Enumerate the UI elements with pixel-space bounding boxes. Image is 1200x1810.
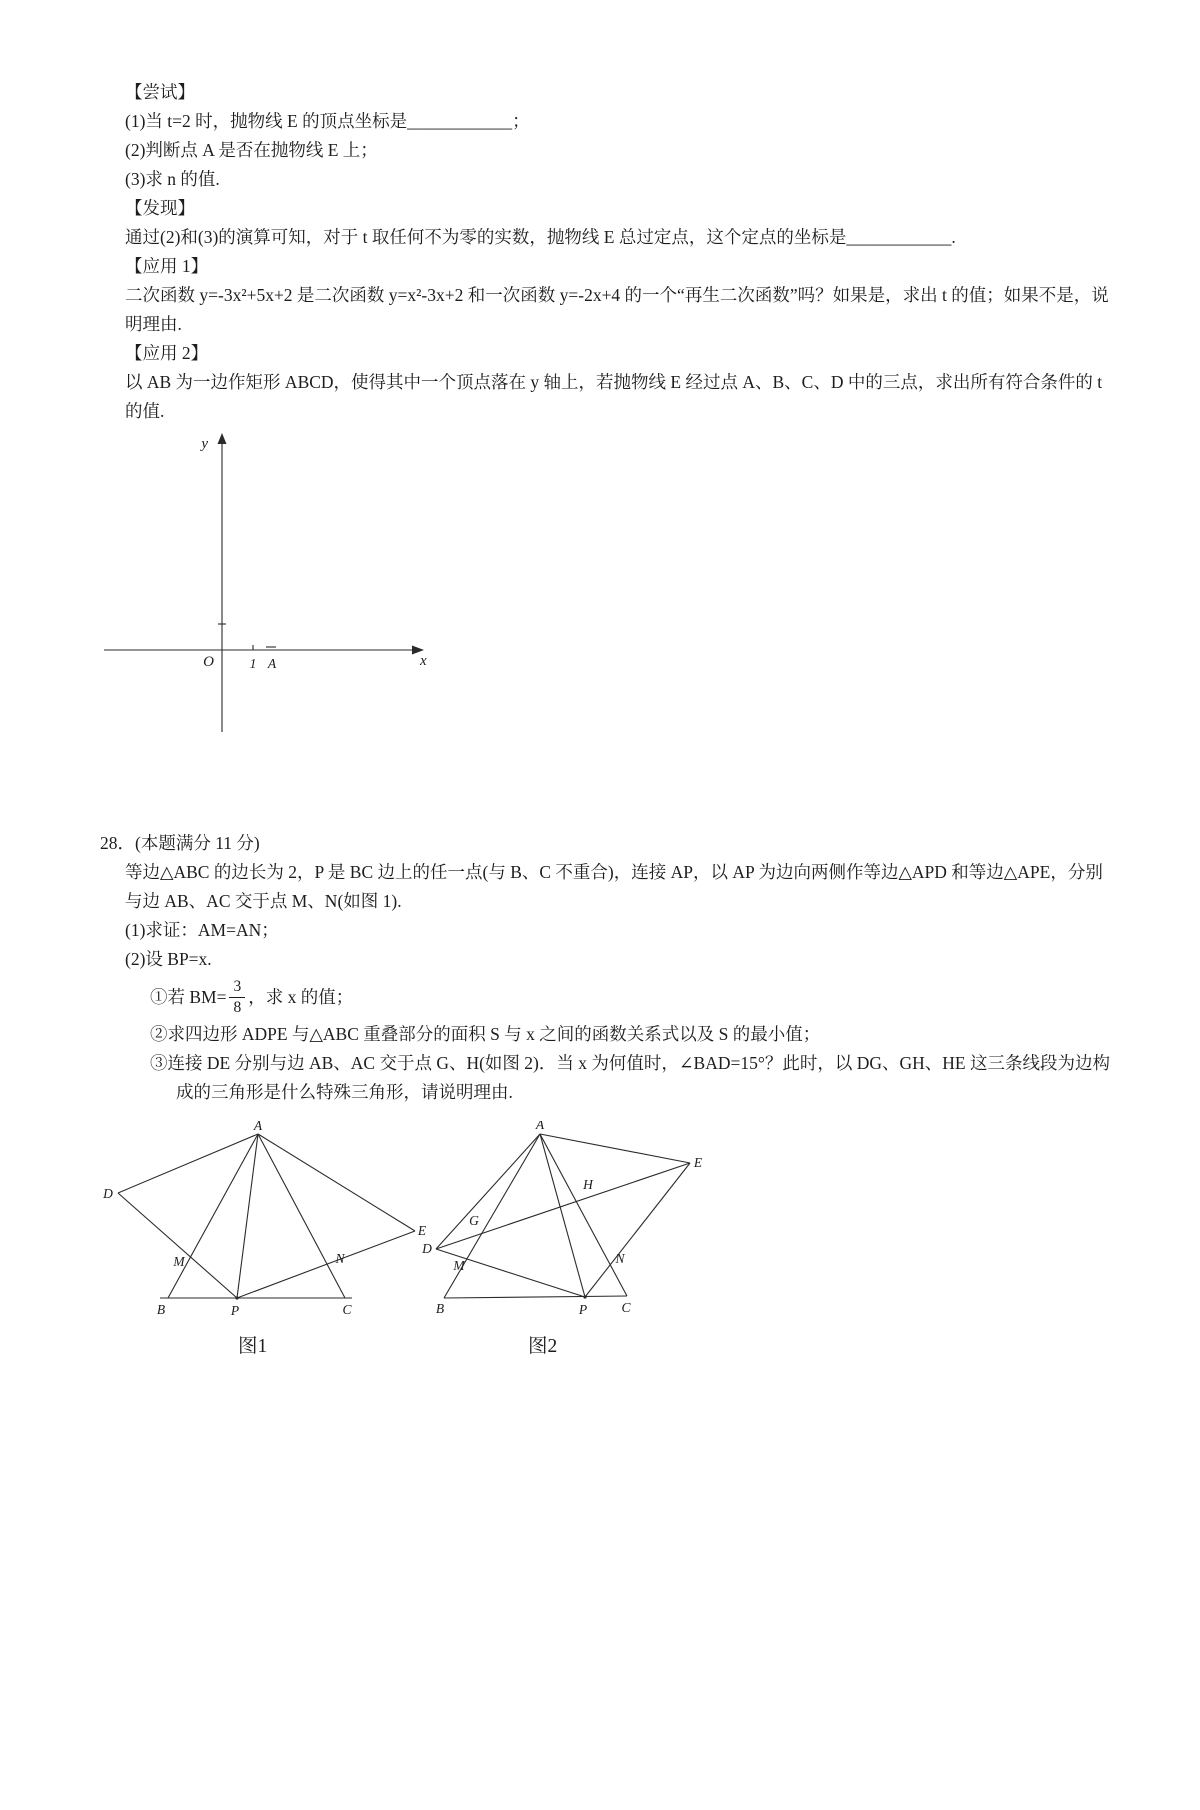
point-a-label: A: [267, 656, 277, 671]
discover-body: 通过(2)和(3)的演算可知，对于 t 取任何不为零的实数，抛物线 E 总过定点，这个定点的坐标是____________.: [125, 227, 956, 247]
fraction-three-eighths: [229, 978, 245, 1017]
fig2-line-ba: [444, 1134, 540, 1298]
question-28-part1: (1)求证：AM=AN；: [125, 920, 279, 940]
y-axis-label: y: [201, 436, 208, 452]
question-28-sub2: ②求四边形 ADPE 与△ABC 重叠部分的面积 S 与 x 之间的函数关系式以及 S 的最小值；: [150, 1024, 821, 1044]
fig2-label-n: N: [615, 1251, 625, 1266]
question-28-sub1: [150, 974, 1112, 1020]
fig2-label-m: M: [453, 1258, 465, 1273]
apply2-body: 以 AB 为一边作矩形 ABCD，使得其中一个顶点落在 y 轴上，若抛物线 E 经过点 A、B、C、D 中的三点，求出所有符合条件的 t 的值.: [125, 372, 1103, 421]
fig2-line-pe: [585, 1163, 690, 1297]
fig2-label-c: C: [621, 1300, 631, 1315]
fig1-line-ae: [258, 1134, 415, 1231]
sub1-suffix: ，求 x 的值；: [248, 986, 354, 1007]
axes-lines: [104, 433, 424, 732]
figure-1-lines: [118, 1134, 415, 1298]
tick-1-label: 1: [249, 656, 257, 671]
section-try-heading: 【尝试】: [125, 82, 195, 102]
figure-1-svg: [100, 1121, 430, 1321]
section-discover-heading: 【发现】: [125, 198, 195, 218]
fig1-label-n: N: [335, 1251, 345, 1266]
fig2-label-a: A: [535, 1121, 545, 1132]
fig1-line-ap: [237, 1134, 258, 1298]
x-axis-label: x: [420, 653, 427, 669]
y-axis-arrow: [218, 433, 227, 444]
fraction-denominator: 8: [233, 998, 242, 1016]
try-item-3: (3)求 n 的值.: [125, 169, 220, 189]
fig2-line-ae: [540, 1134, 690, 1163]
fig1-line-ad: [118, 1134, 258, 1193]
sub1-prefix: ①若 BM=: [150, 986, 227, 1007]
fig1-label-c: C: [342, 1302, 352, 1317]
section-apply1-heading: 【应用 1】: [125, 256, 209, 276]
question-28-intro: 等边△ABC 的边长为 2，P 是 BC 边上的任一点(与 B、C 不重合)，连接 AP，以 AP 为边向两侧作等边△APD 和等边△APE，分别与边 AB、AC 交于点 M、N(如图 1).: [125, 862, 1103, 911]
fig1-label-d: D: [103, 1186, 113, 1201]
question-28-part2: (2)设 BP=x.: [125, 949, 212, 969]
fig1-line-pe: [237, 1231, 415, 1298]
try-item-1: (1)当 t=2 时，抛物线 E 的顶点坐标是____________；: [125, 111, 530, 131]
figure-1-caption: 图1: [238, 1336, 268, 1357]
fig1-label-p: P: [230, 1303, 240, 1318]
fig1-label-e: E: [417, 1223, 427, 1238]
fig2-line-ap: [540, 1134, 585, 1297]
fig2-label-b: B: [435, 1301, 445, 1316]
question-28-number: 28．(本题满分 11 分): [100, 833, 260, 853]
try-item-2: (2)判断点 A 是否在抛物线 E 上；: [125, 140, 378, 160]
fig2-point-p-dot: [583, 1295, 586, 1298]
question-28-sub3: ③连接 DE 分别与边 AB、AC 交于点 G、H(如图 2)．当 x 为何值时，∠BAD=15°？此时，以 DG、GH、HE 这三条线段为边构成的三角形是什么特殊三角形，请说明理由.: [150, 1053, 1110, 1102]
coordinate-plane-svg: [100, 430, 440, 745]
fig2-line-bc: [444, 1296, 627, 1298]
fig2-line-ca: [540, 1134, 627, 1296]
fig1-point-p-dot: [235, 1296, 238, 1299]
section-apply2-heading: 【应用 2】: [125, 343, 209, 363]
fraction-numerator: 3: [229, 978, 245, 998]
fig1-line-dp: [118, 1193, 237, 1298]
fig2-label-p: P: [578, 1302, 588, 1317]
apply1-body: 二次函数 y=-3x²+5x+2 是二次函数 y=x²-3x+2 和一次函数 y=-2x+4 的一个“再生二次函数”吗？如果是，求出 t 的值；如果不是，说明理由.: [125, 285, 1109, 334]
figure-2-caption: 图2: [528, 1336, 558, 1357]
fig1-label-b: B: [156, 1302, 166, 1317]
figure-captions: [100, 1332, 1112, 1372]
fig1-line-ba: [168, 1134, 258, 1298]
origin-label: O: [203, 654, 214, 670]
fig2-label-d: D: [422, 1241, 432, 1256]
fig2-label-e: E: [693, 1155, 703, 1170]
fig1-label-a: A: [253, 1121, 263, 1133]
figure-2-svg: [422, 1121, 722, 1321]
geometry-figures-row: [100, 1121, 1112, 1326]
fig2-label-g: G: [469, 1213, 479, 1228]
fig1-label-m: M: [173, 1254, 185, 1269]
fig2-label-h: H: [583, 1177, 593, 1192]
coordinate-plane-figure: [100, 430, 1112, 745]
